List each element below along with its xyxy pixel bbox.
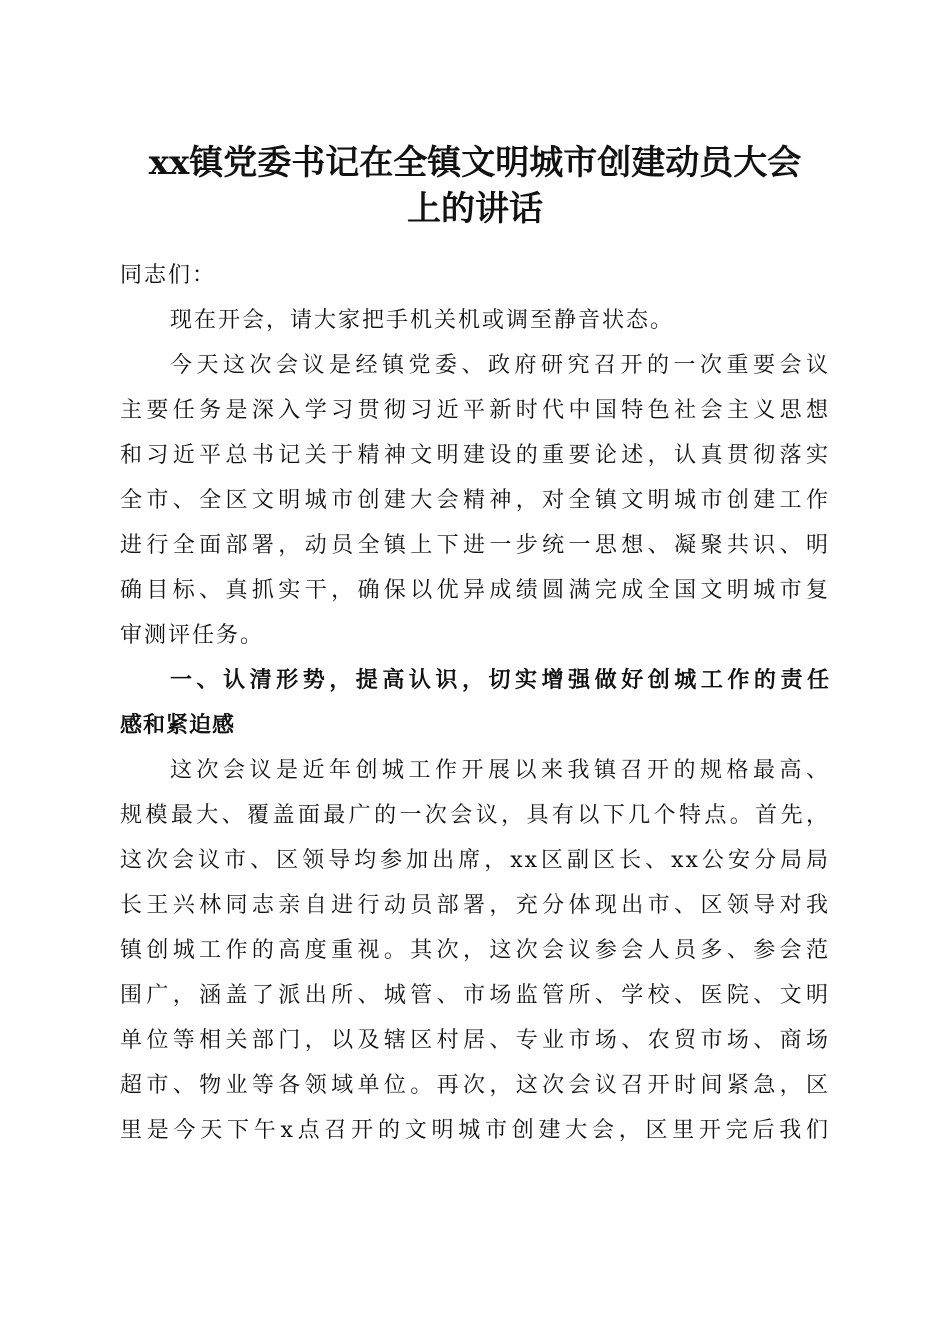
paragraph-line: 这次会议市、区领导均参加出席，xx区副区长、xx公安分局局 bbox=[120, 848, 830, 873]
document-title bbox=[100, 140, 850, 232]
paragraph-meeting-features bbox=[120, 748, 830, 1153]
paragraph-line: 进行全面部署，动员全镇上下进一步统一思想、凝聚共识、明 bbox=[120, 533, 830, 558]
section-heading-1 bbox=[120, 658, 830, 748]
paragraph-line: 规模最大、覆盖面最广的一次会议，具有以下几个特点。首先， bbox=[120, 803, 830, 828]
heading-line: 一、认清形势，提高认识，切实增强做好创城工作的责任 bbox=[170, 668, 830, 693]
paragraph-line: 确目标、真抓实干，确保以优异成绩圆满完成全国文明城市复 bbox=[120, 578, 830, 603]
heading-line: 感和紧迫感 bbox=[120, 713, 236, 738]
paragraph-opening bbox=[120, 298, 830, 343]
paragraph-line: 里是今天下午x点召开的文明城市创建大会，区里开完后我们 bbox=[120, 1118, 830, 1143]
salutation: 同志们： bbox=[120, 263, 217, 288]
paragraph-line: 审测评任务。 bbox=[120, 623, 265, 648]
paragraph-line: 单位等相关部门，以及辖区村居、专业市场、农贸市场、商场 bbox=[120, 1028, 830, 1053]
paragraph-line: 长王兴林同志亲自进行动员部署，充分体现出市、区领导对我 bbox=[120, 893, 830, 918]
paragraph-line: 围广，涵盖了派出所、城管、市场监管所、学校、医院、文明 bbox=[120, 983, 830, 1008]
title-line-1: xx镇党委书记在全镇文明城市创建动员大会 bbox=[148, 143, 802, 183]
paragraph-line: 和习近平总书记关于精神文明建设的重要论述，认真贯彻落实 bbox=[120, 443, 830, 468]
paragraph-meeting-purpose bbox=[120, 343, 830, 658]
paragraph-line: 这次会议是近年创城工作开展以来我镇召开的规格最高、 bbox=[170, 758, 830, 783]
paragraph-line: 现在开会，请大家把手机关机或调至静音状态。 bbox=[170, 308, 675, 333]
paragraph-line: 镇创城工作的高度重视。其次，这次会议参会人员多、参会范 bbox=[120, 938, 830, 963]
paragraph-line: 今天这次会议是经镇党委、政府研究召开的一次重要会议 bbox=[170, 353, 830, 378]
title-line-2: 上的讲话 bbox=[407, 189, 543, 229]
document-body bbox=[120, 253, 830, 1153]
paragraph-line: 全市、全区文明城市创建大会精神，对全镇文明城市创建工作 bbox=[120, 488, 830, 513]
paragraph-line: 超市、物业等各领域单位。再次，这次会议召开时间紧急，区 bbox=[120, 1073, 830, 1098]
paragraph-line: 主要任务是深入学习贯彻习近平新时代中国特色社会主义思想 bbox=[120, 398, 830, 423]
